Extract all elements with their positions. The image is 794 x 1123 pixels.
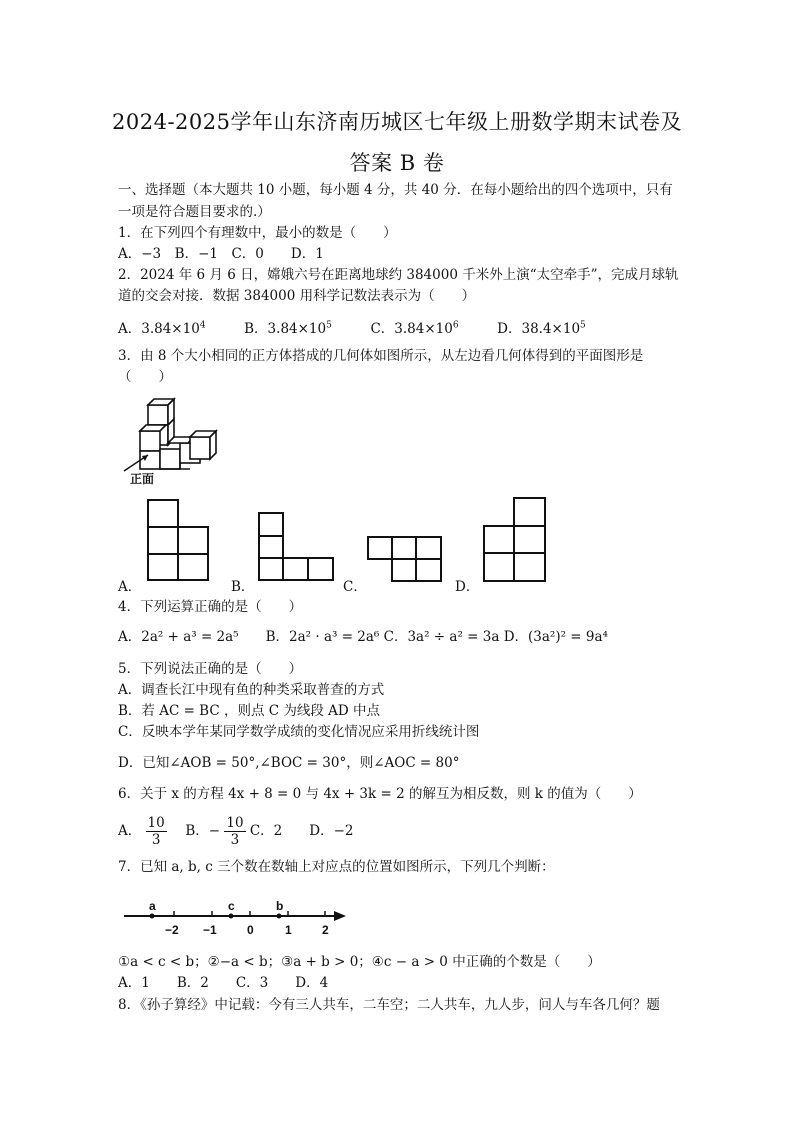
q3-front-label: 正面 [130, 472, 155, 486]
q5-option-d: D．已知∠AOB = 50°,∠BOC = 30°，则∠AOC = 80° [118, 755, 460, 771]
q7-tick-label: −1 [203, 923, 217, 937]
q3-option-d-figure [483, 497, 547, 583]
q7-tick-label: 0 [247, 923, 254, 937]
q3-option-a-label: A． [118, 579, 142, 595]
q2-option-c: C．$3.84\times 10^6$ [370, 320, 459, 337]
q3-stem-line1: 3．由 8 个大小相同的正方体搭成的几何体如图所示，从左边看几何体得到的平面图形是 [118, 348, 644, 364]
section-heading: 一、选择题（本大题共 10 小题，每小题 4 分，共 40 分．在每小题给出的四个选项中，只有 [118, 182, 673, 198]
q3-option-c-label: C． [343, 579, 367, 595]
q3-option-d-label: D． [455, 579, 480, 595]
q6-stem: 6．关于 x 的方程 4x + 8 = 0 与 4x + 3k = 2 的解互为相反数，则 k 的值为（ ） [118, 786, 642, 802]
q5-option-c: C．反映本学年某同学数学成绩的变化情况应采用折线统计图 [118, 724, 480, 740]
q3-option-a-figure [147, 499, 209, 581]
q7-point-b-label: b [276, 899, 284, 913]
q5-option-a: A．调查长江中现有鱼的种类采取普查的方式 [118, 682, 385, 698]
q1-options: A．−3 B．−1 C．0 D．1 [118, 246, 324, 262]
q6-options: A． $\frac{10}{3}$ B．− $\frac{10}{3}$ C．2 D．−2 [118, 815, 354, 848]
q3-option-b-figure [258, 512, 336, 582]
q7-judgements: ①a < c < b；②−a < b；③a + b > 0；④c − a > 0 中正确的个数是（ ） [118, 954, 601, 970]
q2-options [118, 316, 586, 338]
q2-option-d: D．$38.4\times 10^5$ [497, 320, 586, 337]
q8-stem: 8．《孙子算经》中记载：今有三人共车，二车空；二人共车，九人步，问人与车各几何？题 [118, 997, 660, 1013]
q3-option-b-label: B． [231, 579, 255, 595]
q3-option-c-figure [367, 536, 443, 584]
q5-stem: 5．下列说法正确的是（ ） [118, 661, 303, 677]
q4-options: A．2a² + a³ = 2a⁵ B．2a² · a³ = 2a⁶ C．3a² ÷ a² = 3a D．(3a²)² = 9a⁴ [118, 629, 608, 645]
q2-option-b: B．$3.84\times 10^5$ [244, 320, 332, 337]
q7-point-c-label: c [228, 899, 235, 913]
q1-stem: 1．在下列四个有理数中，最小的数是（ ） [118, 225, 397, 241]
q7-stem: 7．已知 a, b, c 三个数在数轴上对应点的位置如图所示，下列几个判断： [118, 859, 555, 875]
q7-tick-label: 1 [285, 923, 292, 937]
q7-point-a-label: a [149, 899, 156, 913]
q7-tick-label: −2 [165, 923, 179, 937]
q2-option-a: A．$3.84\times 10^4$ [118, 320, 206, 337]
q2-stem-line2: 道的交会对接．数据 384000 用科学记数法表示为（ ） [118, 288, 476, 304]
q5-option-b: B．若 AC = BC ，则点 C 为线段 AD 中点 [118, 703, 381, 719]
section-heading-cont: 一项是符合题目要求的.） [118, 204, 271, 220]
q6-fraction-a: $\frac{10}{3}$ [147, 815, 165, 848]
q6-fraction-b: $\frac{10}{3}$ [226, 815, 244, 848]
q2-stem-line1: 2．2024 年 6 月 6 日，嫦娥六号在距离地球约 384000 千米外上演“太空牵手”，完成月球轨 [118, 267, 679, 283]
q7-options: A．1 B．2 C．3 D．4 [118, 975, 329, 991]
q3-stem-line2: （ ） [118, 369, 172, 385]
q7-tick-label: 2 [322, 923, 329, 937]
exam-title-line2: 答案 B 卷 [349, 151, 445, 175]
q4-stem: 4．下列运算正确的是（ ） [118, 599, 303, 615]
exam-title-line1: 2024-2025学年山东济南历城区七年级上册数学期末试卷及 [112, 110, 682, 134]
